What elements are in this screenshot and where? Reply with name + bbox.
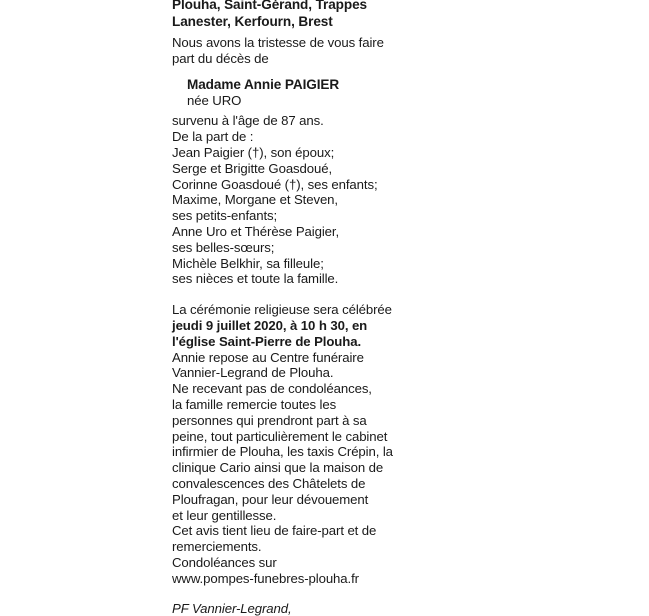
ceremony-line: Ne recevant pas de condoléances, <box>172 381 402 397</box>
ceremony-line: peine, tout particulièrement le cabinet <box>172 429 402 445</box>
family-line: ses petits-enfants; <box>172 208 402 224</box>
deceased-block <box>172 76 402 109</box>
family-list <box>172 113 402 287</box>
family-line: Maxime, Morgane et Steven, <box>172 192 402 208</box>
signature: PF Vannier-Legrand, <box>172 601 402 616</box>
ceremony-line: clinique Cario ainsi que la maison de <box>172 460 402 476</box>
family-line: Corinne Goasdoué (†), ses enfants; <box>172 177 402 193</box>
obituary-notice <box>172 0 402 616</box>
ceremony-line: convalescences des Châtelets de <box>172 476 402 492</box>
places-line-2: Lanester, Kerfourn, Brest <box>172 13 402 30</box>
places-line-1: Plouha, Saint-Gérand, Trappes <box>172 0 402 13</box>
deceased-name: Madame Annie PAIGIER <box>187 76 402 93</box>
paragraph-gap <box>172 287 402 302</box>
intro-line-1: Nous avons la tristesse de vous faire <box>172 35 402 51</box>
ceremony-line: Condoléances sur <box>172 555 402 571</box>
ceremony-date: jeudi 9 juillet 2020, à 10 h 30, en <box>172 318 402 334</box>
intro-line-2: part du décès de <box>172 51 402 67</box>
family-line: Michèle Belkhir, sa filleule; <box>172 256 402 272</box>
ceremony-line: remerciements. <box>172 539 402 555</box>
intro-text <box>172 35 402 67</box>
family-line: ses nièces et toute la famille. <box>172 271 402 287</box>
family-line: survenu à l'âge de 87 ans. <box>172 113 402 129</box>
family-line: Anne Uro et Thérèse Paigier, <box>172 224 402 240</box>
ceremony-location: l'église Saint-Pierre de Plouha. <box>172 334 402 350</box>
ceremony-line: Ploufragan, pour leur dévouement <box>172 492 402 508</box>
ceremony-text <box>172 302 402 586</box>
ceremony-line: personnes qui prendront part à sa <box>172 413 402 429</box>
family-line: Serge et Brigitte Goasdoué, <box>172 161 402 177</box>
ceremony-line-1: La cérémonie religieuse sera célébrée <box>172 302 402 318</box>
ceremony-line: la famille remercie toutes les <box>172 397 402 413</box>
ceremony-line: Annie repose au Centre funéraire <box>172 350 402 366</box>
ceremony-line: Vannier-Legrand de Plouha. <box>172 365 402 381</box>
ceremony-line: infirmier de Plouha, les taxis Crépin, la <box>172 444 402 460</box>
family-line: Jean Paigier (†), son époux; <box>172 145 402 161</box>
website-link[interactable]: www.pompes-funebres-plouha.fr <box>172 571 402 587</box>
family-line: ses belles-sœurs; <box>172 240 402 256</box>
maiden-name: née URO <box>187 93 402 109</box>
family-line: De la part de : <box>172 129 402 145</box>
ceremony-line: Cet avis tient lieu de faire-part et de <box>172 523 402 539</box>
ceremony-line: et leur gentillesse. <box>172 508 402 524</box>
